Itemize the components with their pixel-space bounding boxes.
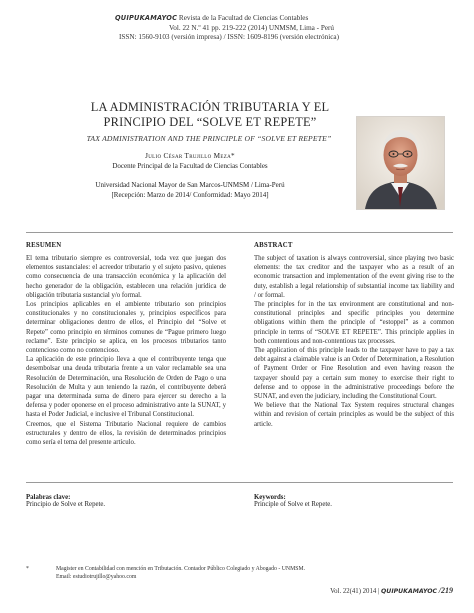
article-subtitle: TAX ADMINISTRATION AND THE PRINCIPLE OF “SOLVE ET REPETE” <box>86 134 332 143</box>
abstract-heading: ABSTRACT <box>254 242 293 249</box>
page-footer <box>300 586 453 595</box>
resumen-paragraph: Creemos, que el Sistema Tributario Nacional requiere de cambios estructurales y dentro de ellos, la revisión de determinados principios como sería el tema del presente artículo. <box>26 420 226 447</box>
journal-header <box>115 14 415 43</box>
abstract-keywords <box>254 494 454 508</box>
footnote-line1: Magister en Contabilidad con mención en Tributación. Contador Público Colegiado y Abogado - UNMSM. <box>56 566 306 572</box>
resumen-body <box>26 254 226 447</box>
affiliation-block <box>70 181 310 200</box>
resumen-keywords-text: Principio de Solve et Repete. <box>26 501 106 508</box>
affiliation: Universidad Nacional Mayor de San Marcos-UNMSM / Lima-Perú <box>95 181 285 189</box>
resumen-paragraph: El tema tributario siempre es controversial, toda vez que juegan dos elementos sustanciales: el acreedor tributario y el sujeto pasivo, quienes como consecuencia de una transacción económica y la aplicación del hecho generador de la obligación, establecen una relación jurídica de obligación tributaria sustancial y/o formal. <box>26 255 226 299</box>
page-number: /219 <box>438 586 453 595</box>
journal-logo: QUIPUKAMAYOC <box>115 14 178 22</box>
journal-line1: Revista de la Facultad de Ciencias Contables <box>178 14 309 22</box>
resumen-paragraph: Los principios aplicables en el ambiente tributario son principios constitucionales y no constitucionales y, principios específicos para determinar obligaciones dentro de ellos, el Principio del “Solve et Repete” como principio en términos comunes de “Pague primero luego reclame”. Este principio se aplica, en los procesos tributarios tanto contencioso como no contencioso. <box>26 301 226 355</box>
abstract-column <box>254 242 454 429</box>
bottom-rule <box>26 482 453 483</box>
abstract-keywords-label: Keywords: <box>254 494 286 501</box>
author-name: Julio César Trujillo Meza* <box>145 152 235 160</box>
abstract-keywords-text: Principle of Solve et Repete. <box>254 501 332 508</box>
footer-volume: Vol. 22(41) 2014 | <box>330 588 380 595</box>
footnote-mark: * <box>26 566 29 572</box>
footnote-line2: Email: estudiotrujillo@yahoo.com <box>56 574 137 580</box>
resumen-paragraph: La aplicación de este principio lleva a que el contribuyente tenga que desembolsar una deuda tributaria frente a un valor reclamable sea una Resolución de Determinación, una Resolución de Orden de Pago o una Resolución de Multa y aun teniendo la razón, el contribuyente deberá pagar una determinada suma de dinero para ejercer su derecho a la defensa y poder oponerse en el proceso administrativo ante la SUNAT, y hasta el Poder Judicial, e inclusive el Tribunal Constitucional. <box>26 356 226 419</box>
author-photo <box>356 116 445 210</box>
abstract-paragraph: The subject of taxation is always controversial, since playing two basic elements: the tax creditor and the taxpayer who as a result of an economic transaction and implementation of the event giving rise to the duty, establish a legal relationship of substantial income tax liability and / or formal. <box>254 255 454 299</box>
article-title-line1: LA ADMINISTRACIÓN TRIBUTARIA Y EL <box>90 100 330 114</box>
article-title-line2: PRINCIPIO DEL “SOLVE ET REPETE” <box>103 115 317 129</box>
abstract-paragraph: We believe that the National Tax System requires structural changes within and revision of certain principles as would be the subject of this article. <box>254 402 454 428</box>
footer-logo: QUIPUKAMAYOC <box>381 588 438 595</box>
journal-line3: ISSN: 1560-9103 (versión impresa) / ISSN: 1609-8196 (versión electrónica) <box>119 33 339 42</box>
resumen-column <box>26 242 226 447</box>
abstract-paragraph: The principles for in the tax environment are constitutional and non-constitutional principles and specific principles you determine obligations within them the principle of “estoppel” as a common principle in terms of “SOLVE ET REPETE”. This principle applies in both contentious and non-contentious tax processes. <box>254 301 454 345</box>
author-role: Docente Principal de la Facultad de Ciencias Contables <box>112 161 268 170</box>
article-title <box>60 100 360 130</box>
dates: [Recepción: Marzo de 2014/ Conformidad: Mayo 2014] <box>111 190 269 199</box>
resumen-keywords <box>26 494 226 508</box>
abstract-paragraph: The application of this principle leads to the taxpayer have to pay a tax debt against a claimable value is an Order of Determination, a Resolution of Payment Order or Fine Resolution and even having reason the taxpayer should pay a certain sum money to exercise their right to defense and to oppose in the administrative proceedings before the SUNAT, and even the judiciary, including the Constitutional Court. <box>254 347 454 401</box>
journal-line2: Vol. 22 N.º 41 pp. 219-222 (2014) UNMSM, Lima - Perú <box>169 23 335 32</box>
top-rule <box>26 232 453 233</box>
resumen-heading: RESUMEN <box>26 242 62 249</box>
resumen-keywords-label: Palabras clave: <box>26 494 71 501</box>
author-block <box>70 152 310 171</box>
abstract-body <box>254 254 454 429</box>
